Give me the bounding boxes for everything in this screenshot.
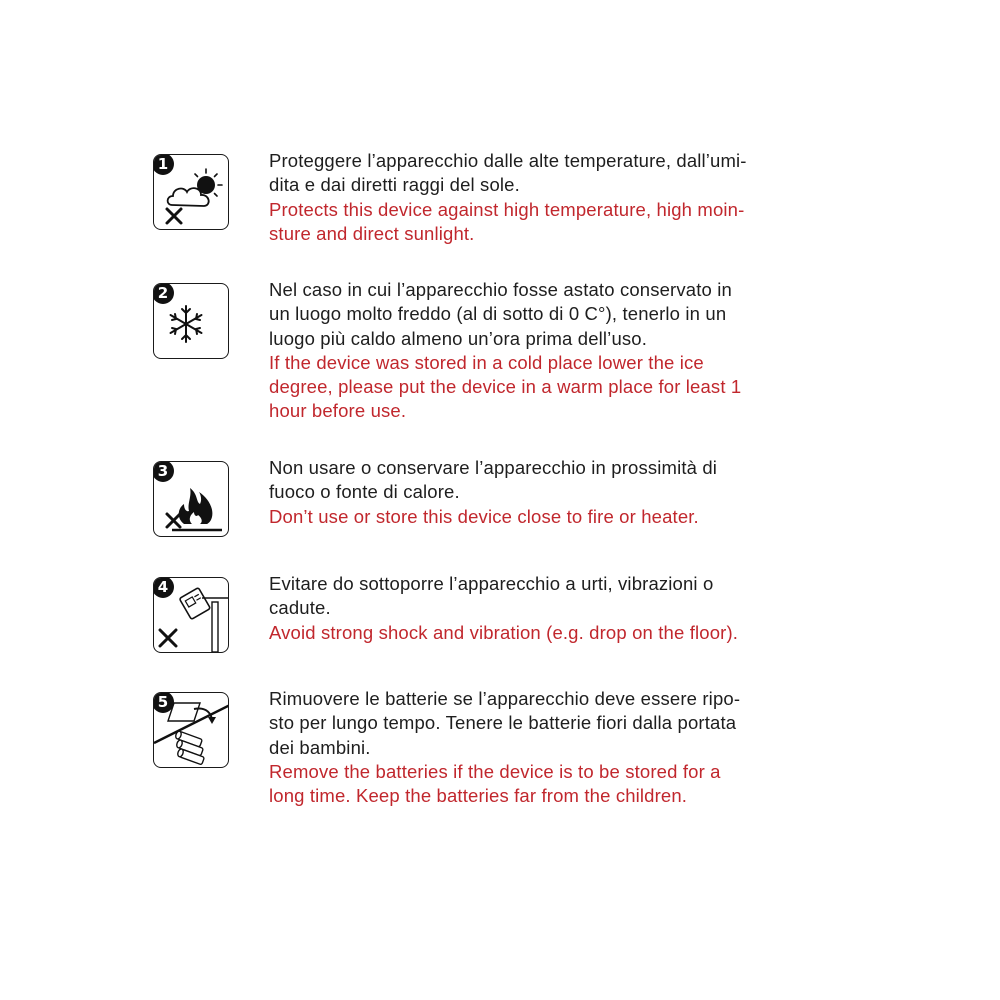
text-line: Remove the batteries if the device is to be stored for a — [269, 760, 721, 782]
text-line: hour before use. — [269, 400, 407, 422]
english-text — [269, 621, 859, 645]
english-text — [269, 760, 859, 809]
item-number-badge: 2 — [153, 283, 174, 304]
item-text — [269, 456, 859, 529]
text-line: Evitare do sottoporre l’apparecchio a urti, vibrazioni o — [269, 573, 714, 594]
text-line: luogo più caldo almeno un’ora prima dell’uso. — [269, 327, 648, 349]
text-line: Don’t use or store this device close to fire or heater. — [269, 505, 699, 527]
text-line: dita e dai diretti raggi del sole. — [269, 174, 520, 196]
text-line: sture and direct sunlight. — [269, 222, 475, 244]
italian-text — [269, 572, 859, 621]
drop-shock-no-icon — [153, 577, 229, 653]
italian-text — [269, 149, 859, 198]
item-number-badge: 4 — [153, 577, 174, 598]
text-line: un luogo molto freddo (al di sotto di 0 C°), tenerlo in un — [269, 303, 727, 325]
text-line: cadute. — [269, 597, 331, 619]
text-line: Avoid strong shock and vibration (e.g. drop on the floor). — [269, 621, 739, 643]
item-text — [269, 572, 859, 645]
text-line: Non usare o conservare l’apparecchio in prossimità di — [269, 457, 718, 478]
text-line: Nel caso in cui l’apparecchio fosse astato conservato in — [269, 279, 732, 300]
item-number-badge: 1 — [153, 154, 174, 175]
remove-batteries-icon — [153, 692, 229, 768]
fire-no-icon — [153, 461, 229, 537]
item-text — [269, 687, 859, 808]
text-line: Proteggere l’apparecchio dalle alte temperature, dall’umi- — [269, 150, 747, 171]
english-text — [269, 505, 859, 529]
text-line: If the device was stored in a cold place lower the ice — [269, 351, 704, 373]
item-number-badge: 5 — [153, 692, 174, 713]
text-line: degree, please put the device in a warm place for least 1 — [269, 376, 742, 398]
italian-text — [269, 687, 859, 760]
text-line: dei bambini. — [269, 736, 371, 758]
item-text — [269, 278, 859, 424]
item-number-badge: 3 — [153, 461, 174, 482]
italian-text — [269, 456, 859, 505]
text-line: fuoco o fonte di calore. — [269, 481, 460, 503]
english-text — [269, 351, 859, 424]
text-line: Protects this device against high temperature, high moin- — [269, 198, 745, 220]
italian-text — [269, 278, 859, 351]
text-line: Rimuovere le batterie se l’apparecchio deve essere ripo- — [269, 688, 741, 709]
sun-cloud-no-icon — [153, 154, 229, 230]
item-text — [269, 149, 859, 246]
english-text — [269, 198, 859, 247]
snowflake-icon — [153, 283, 229, 359]
text-line: sto per lungo tempo. Tenere le batterie fiori dalla portata — [269, 712, 737, 734]
text-line: long time. Keep the batteries far from the children. — [269, 785, 688, 807]
